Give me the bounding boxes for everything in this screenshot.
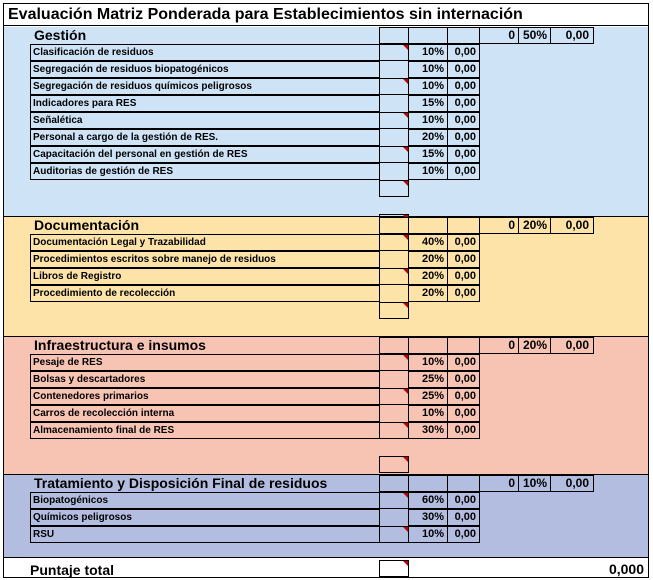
item-label: Procedimiento de recolección	[30, 285, 380, 302]
header-cell[interactable]	[379, 217, 409, 234]
item-weight: 10%	[408, 526, 448, 543]
item-score: 0,00	[447, 371, 480, 388]
header-cell[interactable]	[408, 217, 448, 234]
item-score: 0,00	[447, 354, 480, 371]
section-score: 0,00	[550, 337, 594, 354]
header-cell[interactable]	[447, 337, 480, 354]
section-score: 0,00	[550, 217, 594, 234]
item-input-cell[interactable]	[379, 268, 409, 285]
item-input-cell[interactable]	[379, 456, 409, 473]
item-weight: 40%	[408, 234, 448, 251]
item-label: Carros de recolección interna	[30, 405, 380, 422]
item-label: Procedimientos escritos sobre manejo de residuos	[30, 251, 380, 268]
item-score: 0,00	[447, 526, 480, 543]
section-title: Tratamiento y Disposición Final de residuos	[34, 475, 328, 491]
section-count: 0	[479, 217, 519, 234]
section-score: 0,00	[550, 475, 594, 492]
item-label: Segregación de residuos químicos peligrosos	[30, 78, 380, 95]
section-infraestructura	[4, 337, 648, 475]
item-weight: 10%	[408, 44, 448, 61]
item-label: Pesaje de RES	[30, 354, 380, 371]
worksheet	[3, 3, 649, 578]
item-score: 0,00	[447, 234, 480, 251]
item-weight: 30%	[408, 509, 448, 526]
item-label: Contenedores primarios	[30, 388, 380, 405]
item-score: 0,00	[447, 492, 480, 509]
item-score: 0,00	[447, 388, 480, 405]
section-weight: 10%	[518, 475, 551, 492]
item-label: RSU	[30, 526, 380, 543]
item-weight: 10%	[408, 354, 448, 371]
section-weight: 20%	[518, 337, 551, 354]
section-title: Gestión	[34, 27, 87, 43]
item-score: 0,00	[447, 405, 480, 422]
item-input-cell[interactable]	[379, 302, 409, 319]
item-score: 0,00	[447, 422, 480, 439]
section-count: 0	[479, 337, 519, 354]
sheet-title: Evaluación Matriz Ponderada para Establecimientos sin internación	[4, 4, 648, 26]
item-label: Químicos peligrosos	[30, 509, 380, 526]
item-score: 0,00	[447, 61, 480, 78]
item-score: 0,00	[447, 112, 480, 129]
header-cell[interactable]	[447, 475, 480, 492]
header-cell[interactable]	[447, 27, 480, 44]
item-input-cell[interactable]	[379, 388, 409, 405]
section-gestion	[4, 27, 648, 217]
item-label: Personal a cargo de la gestión de RES.	[30, 129, 380, 146]
header-cell[interactable]	[447, 217, 480, 234]
item-input-cell[interactable]	[379, 492, 409, 509]
section-title: Infraestructura e insumos	[34, 337, 206, 353]
section-weight: 20%	[518, 217, 551, 234]
item-weight: 10%	[408, 112, 448, 129]
item-weight: 15%	[408, 95, 448, 112]
item-label: Almacenamiento final de RES	[30, 422, 380, 439]
section-title: Documentación	[34, 217, 140, 233]
item-input-cell[interactable]	[379, 112, 409, 129]
item-weight: 20%	[408, 251, 448, 268]
section-weight: 50%	[518, 27, 551, 44]
item-weight: 10%	[408, 405, 448, 422]
item-label: Capacitación del personal en gestión de RES	[30, 146, 380, 163]
item-label: Segregación de residuos biopatogénicos	[30, 61, 380, 78]
total-row	[4, 558, 648, 578]
item-score: 0,00	[447, 509, 480, 526]
item-weight: 25%	[408, 371, 448, 388]
item-label: Documentación Legal y Trazabilidad	[30, 234, 380, 251]
header-cell[interactable]	[379, 337, 409, 354]
header-cell[interactable]	[379, 475, 409, 492]
item-weight: 20%	[408, 285, 448, 302]
header-cell[interactable]	[408, 27, 448, 44]
item-input-cell[interactable]	[379, 422, 409, 439]
item-weight: 10%	[408, 78, 448, 95]
section-documentacion	[4, 217, 648, 337]
item-weight: 25%	[408, 388, 448, 405]
item-input-cell[interactable]	[379, 146, 409, 163]
item-score: 0,00	[447, 163, 480, 180]
item-weight: 60%	[408, 492, 448, 509]
item-weight: 20%	[408, 268, 448, 285]
section-score: 0,00	[550, 27, 594, 44]
item-label: Clasificación de residuos	[30, 44, 380, 61]
item-label: Biopatogénicos	[30, 492, 380, 509]
section-count: 0	[479, 27, 519, 44]
item-input-cell[interactable]	[379, 180, 409, 197]
item-input-cell[interactable]	[379, 78, 409, 95]
header-cell[interactable]	[379, 27, 409, 44]
item-weight: 10%	[408, 61, 448, 78]
header-cell[interactable]	[408, 337, 448, 354]
item-input-cell[interactable]	[379, 44, 409, 61]
item-score: 0,00	[447, 146, 480, 163]
section-tratamiento	[4, 475, 648, 558]
total-value: 0,000	[608, 561, 644, 577]
header-cell[interactable]	[408, 475, 448, 492]
item-weight: 15%	[408, 146, 448, 163]
item-label: Bolsas y descartadores	[30, 371, 380, 388]
item-weight: 30%	[408, 422, 448, 439]
section-count: 0	[479, 475, 519, 492]
item-score: 0,00	[447, 129, 480, 146]
item-label: Indicadores para RES	[30, 95, 380, 112]
item-label: Señalética	[30, 112, 380, 129]
item-input-cell[interactable]	[379, 234, 409, 251]
item-label: Libros de Registro	[30, 268, 380, 285]
item-weight: 20%	[408, 129, 448, 146]
item-score: 0,00	[447, 268, 480, 285]
item-score: 0,00	[447, 285, 480, 302]
item-score: 0,00	[447, 251, 480, 268]
item-input-cell[interactable]	[379, 354, 409, 371]
item-score: 0,00	[447, 78, 480, 95]
item-input-cell[interactable]	[379, 526, 409, 543]
item-weight: 10%	[408, 163, 448, 180]
item-score: 0,00	[447, 44, 480, 61]
item-score: 0,00	[447, 95, 480, 112]
total-label: Puntaje total	[30, 562, 115, 578]
item-label: Auditorias de gestión de RES	[30, 163, 380, 180]
